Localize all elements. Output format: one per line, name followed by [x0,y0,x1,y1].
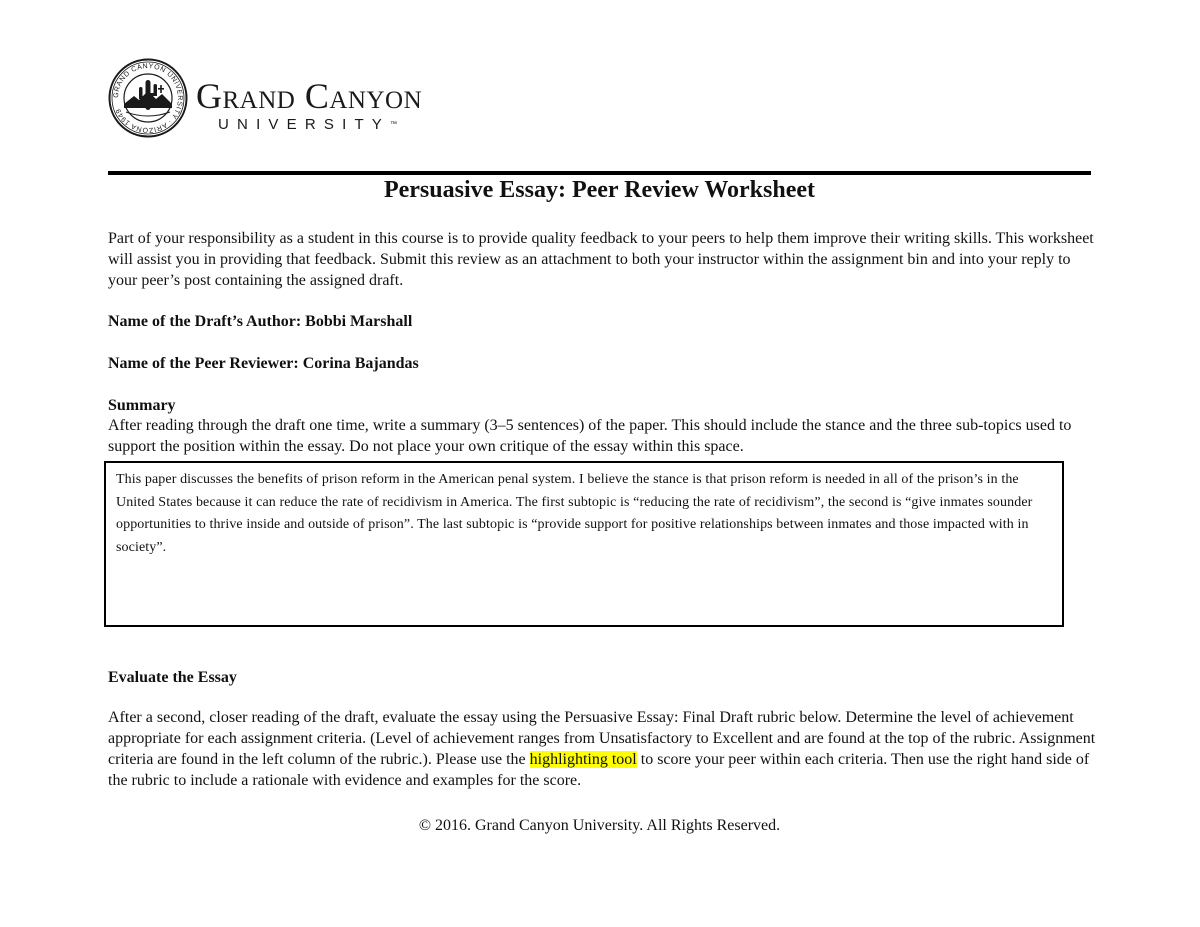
logo-subtitle: UNIVERSITY™ [218,116,398,133]
university-logo [108,58,488,140]
copyright-footer: © 2016. Grand Canyon University. All Rights Reserved. [418,817,781,834]
evaluate-heading: Evaluate the Essay [108,669,237,686]
author-line [108,311,1098,332]
intro-paragraph: Part of your responsibility as a student in this course is to provide quality feedback to your peers to help them improve their writing skills. This worksheet will assist you in providing that feedback. Submit this review as an attachment to both your instructor within the assignment bin and into your reply to your peer’s post containing the assigned draft. [108,230,1094,289]
evaluate-paragraph: After a second, closer reading of the draft, evaluate the essay using the Persuasive Essay: Final Draft rubric below. Determine the level of achievement appropriate for each assignment criteria. (Level of achievement ranges from Unsatisfactory to Excellent and are found at the top of the rubric. Assignment criteria are found in the left column of the rubric.). Please use the highlighting tool to score your peer within each criteria. Then use the right hand side of the rubric to include a rationale with evidence and examples for the score. [108,709,1096,789]
reviewer-value: Corina Bajandas [302,355,419,372]
university-seal-icon [108,58,188,138]
summary-instructions: After reading through the draft one time, write a summary (3–5 sentences) of the paper. This should include the stance and the three sub-topics used to support the position within the essay. Do not place your own critique of the essay within this space. [108,417,1072,455]
summary-heading: Summary [108,397,176,414]
svg-text:GRAND CANYON UNIVERSITY · ARIZ: GRAND CANYON UNIVERSITY · ARIZONA 1949 [112,62,184,134]
reviewer-label: Name of the Peer Reviewer: [108,355,299,372]
summary-text: This paper discusses the benefits of prison reform in the American penal system. I believe the stance is that prison reform is needed in all of the prison’s in the United States because it can reduce the rate of recidivism in America. The first subtopic is “reducing the rate of recidivism”, the second is “give inmates sounder opportunities to thrive inside and outside of prison”. The last subtopic is “provide support for positive relationships between inmates and those impacted with in society”. [116,472,1033,555]
author-label: Name of the Draft’s Author: [108,313,302,330]
header-rule [108,171,1091,175]
highlighting-tool-text: highlighting tool [529,751,637,768]
reviewer-line [108,353,1098,374]
summary-text-box[interactable] [104,461,1064,627]
logo-name: Grand Canyon [196,76,423,116]
author-value: Bobbi Marshall [305,313,413,330]
page-title: Persuasive Essay: Peer Review Worksheet [383,177,816,203]
